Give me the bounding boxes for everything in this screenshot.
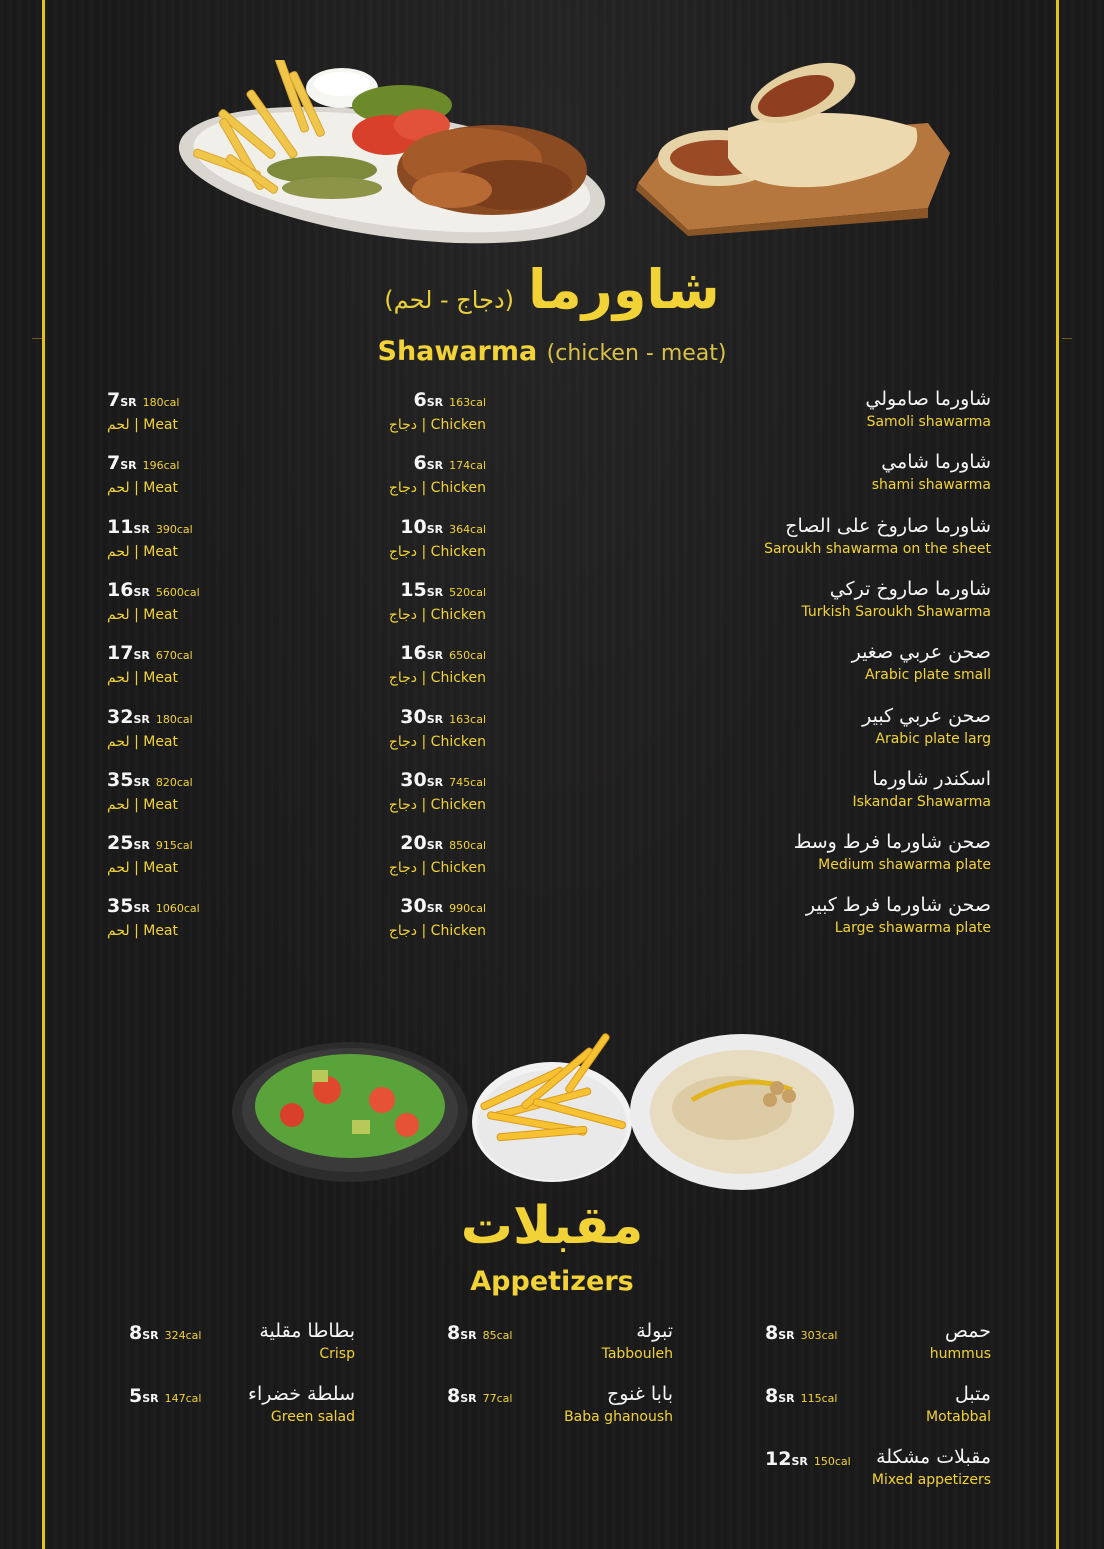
currency: SR <box>460 1392 477 1405</box>
appetizers-image <box>232 1030 857 1190</box>
chicken-calories: 650cal <box>449 649 486 663</box>
shawarma-title-ar-main: شاورما <box>528 258 720 321</box>
meat-price: 35 <box>107 768 134 791</box>
currency: SR <box>426 712 444 726</box>
appetizer-calories: 303cal <box>800 1329 838 1342</box>
currency: SR <box>133 649 150 663</box>
meat-calories: 180cal <box>155 712 193 726</box>
currency: SR <box>460 1329 477 1342</box>
chicken-price: 30 <box>400 768 427 791</box>
meat-price-line <box>107 641 193 668</box>
shawarma-item <box>0 894 1104 954</box>
appetizer-name-ar: متبل <box>954 1383 991 1405</box>
meat-price-block <box>107 451 179 498</box>
item-name-ar: صحن عربي صغير <box>851 641 991 664</box>
item-name-en: Large shawarma plate <box>834 920 991 937</box>
chicken-price-block <box>389 705 486 752</box>
currency: SR <box>426 902 444 916</box>
currency: SR <box>120 459 137 473</box>
meat-price-line <box>107 894 200 921</box>
chicken-price: 6 <box>413 452 427 475</box>
chicken-price-line <box>389 705 486 732</box>
appetizer-name-en: Tabbouleh <box>601 1346 673 1362</box>
meat-label: لحم | Meat <box>107 480 179 497</box>
appetizer-price-line <box>129 1322 201 1344</box>
appetizer-item <box>447 1383 673 1439</box>
chicken-price-block <box>389 894 486 941</box>
appetizer-price-line <box>447 1385 512 1407</box>
meat-price: 25 <box>107 832 134 855</box>
meat-label: لحم | Meat <box>107 543 179 560</box>
chicken-price-block <box>389 641 486 688</box>
item-name-en: Saroukh shawarma on the sheet <box>764 540 991 557</box>
currency: SR <box>120 396 137 409</box>
meat-label: لحم | Meat <box>107 733 179 750</box>
item-name-en: Turkish Saroukh Shawarma <box>801 603 991 620</box>
chicken-price-line <box>389 451 486 478</box>
meat-price-block <box>107 578 200 625</box>
chicken-calories: 745cal <box>449 775 486 789</box>
meat-calories: 390cal <box>155 522 193 536</box>
meat-price: 16 <box>107 578 134 601</box>
meat-price-line <box>107 388 179 415</box>
meat-price-line <box>107 831 193 858</box>
currency: SR <box>133 522 150 536</box>
meat-price-block <box>107 388 179 435</box>
chicken-label: دجاج | Chicken <box>388 796 486 813</box>
appetizer-name-en: hummus <box>929 1346 991 1362</box>
shawarma-item <box>0 641 1104 701</box>
meat-calories: 5600cal <box>155 585 200 599</box>
chicken-calories: 174cal <box>449 459 486 473</box>
item-name-ar: صحن شاورما فرط كبير <box>805 894 991 917</box>
item-name-en: Samoli shawarma <box>866 414 991 430</box>
shawarma-item <box>0 768 1104 828</box>
chicken-calories: 850cal <box>449 839 486 853</box>
currency: SR <box>426 649 444 663</box>
chicken-price-block <box>389 451 486 498</box>
shawarma-platter-image <box>172 60 612 250</box>
shawarma-title-ar-sub: (دجاج - لحم) <box>384 286 515 314</box>
appetizer-price: 8 <box>129 1322 143 1344</box>
appetizer-name-ar: بابا غنوج <box>607 1383 673 1405</box>
chicken-price-line <box>389 388 486 415</box>
currency: SR <box>133 585 150 599</box>
shawarma-title-en-sub: (chicken - meat) <box>546 341 727 366</box>
chicken-label: دجاج | Chicken <box>388 543 486 560</box>
meat-price-line <box>107 768 193 795</box>
appetizer-name-en: Baba ghanoush <box>564 1409 673 1425</box>
chicken-price: 20 <box>400 832 427 855</box>
appetizer-calories: 147cal <box>164 1392 202 1405</box>
appetizer-item <box>129 1320 355 1376</box>
meat-price-block <box>107 894 200 941</box>
meat-label: لحم | Meat <box>107 923 179 940</box>
meat-price-line <box>107 705 193 732</box>
chicken-label: دجاج | Chicken <box>388 923 486 940</box>
appetizer-item <box>765 1320 991 1376</box>
appetizer-calories: 150cal <box>813 1455 851 1468</box>
currency: SR <box>133 902 150 916</box>
shawarma-title-en-main: Shawarma <box>377 336 538 367</box>
item-name-en: Iskandar Shawarma <box>852 793 991 810</box>
currency: SR <box>791 1455 808 1468</box>
chicken-price-block <box>389 578 486 625</box>
chicken-label: دجاج | Chicken <box>388 417 486 433</box>
chicken-price-line <box>389 578 486 605</box>
appetizers-title-en: Appetizers <box>470 1266 634 1297</box>
chicken-price: 16 <box>400 642 427 665</box>
currency: SR <box>133 712 150 726</box>
currency: SR <box>778 1392 795 1405</box>
appetizer-price: 12 <box>765 1448 792 1470</box>
meat-price: 11 <box>107 515 134 538</box>
shawarma-item <box>0 831 1104 891</box>
item-name-ar: شاورما صاروخ على الصاج <box>785 514 991 537</box>
shawarma-item <box>0 515 1104 575</box>
meat-price-block <box>107 515 193 562</box>
appetizer-name-ar: تبولة <box>636 1320 673 1342</box>
appetizer-name-ar: حمص <box>944 1320 991 1342</box>
meat-label: لحم | Meat <box>107 860 179 877</box>
shawarma-wrap-image <box>628 58 954 238</box>
meat-calories: 820cal <box>155 775 193 789</box>
meat-price-line <box>107 515 193 542</box>
appetizer-price: 8 <box>447 1322 461 1344</box>
chicken-price-block <box>389 768 486 815</box>
appetizer-price: 8 <box>447 1385 461 1407</box>
appetizer-item <box>447 1320 673 1376</box>
currency: SR <box>426 775 444 789</box>
item-name-en: Arabic plate larg <box>875 730 991 747</box>
meat-calories: 915cal <box>155 839 193 853</box>
meat-calories: 180cal <box>142 396 180 409</box>
meat-price-block <box>107 768 193 815</box>
meat-calories: 196cal <box>142 459 180 473</box>
currency: SR <box>133 775 150 789</box>
chicken-label: دجاج | Chicken <box>388 606 486 623</box>
appetizers-title-ar: مقبلات <box>460 1196 644 1256</box>
appetizer-price-line <box>765 1322 837 1344</box>
appetizer-name-en: Green salad <box>270 1409 355 1425</box>
currency: SR <box>778 1329 795 1342</box>
appetizer-name-en: Mixed appetizers <box>871 1472 991 1488</box>
meat-label: لحم | Meat <box>107 670 179 687</box>
meat-label: لحم | Meat <box>107 417 179 433</box>
meat-calories: 1060cal <box>155 902 200 916</box>
chicken-price-line <box>389 641 486 668</box>
meat-price: 35 <box>107 895 134 918</box>
chicken-price: 15 <box>400 578 427 601</box>
shawarma-title-ar <box>0 258 1104 321</box>
chicken-calories: 163cal <box>449 712 486 726</box>
chicken-price-line <box>389 768 486 795</box>
appetizer-name-en: Motabbal <box>926 1409 991 1425</box>
appetizer-item <box>765 1446 991 1502</box>
currency: SR <box>426 396 444 409</box>
meat-calories: 670cal <box>155 649 193 663</box>
item-name-ar: اسكندر شاورما <box>872 767 991 790</box>
chicken-price: 30 <box>400 895 427 918</box>
currency: SR <box>142 1329 159 1342</box>
currency: SR <box>426 522 444 536</box>
chicken-price-block <box>389 388 486 435</box>
meat-price: 7 <box>107 452 121 475</box>
appetizer-calories: 115cal <box>800 1392 838 1405</box>
item-name-ar: صحن شاورما فرط وسط <box>793 831 991 854</box>
chicken-label: دجاج | Chicken <box>388 733 486 750</box>
chicken-label: دجاج | Chicken <box>388 480 486 497</box>
currency: SR <box>426 585 444 599</box>
meat-price: 17 <box>107 642 134 665</box>
meat-price: 32 <box>107 705 134 728</box>
item-name-ar: شاورما صاروخ تركي <box>829 577 991 600</box>
item-name-ar: شاورما صامولي <box>865 388 991 410</box>
currency: SR <box>426 459 444 473</box>
appetizer-price: 8 <box>765 1385 779 1407</box>
chicken-price: 30 <box>400 705 427 728</box>
appetizer-calories: 77cal <box>482 1392 513 1405</box>
meat-price-block <box>107 641 193 688</box>
shawarma-item <box>0 578 1104 638</box>
meat-price-line <box>107 451 179 478</box>
appetizer-price-line <box>765 1385 837 1407</box>
chicken-price-block <box>389 515 486 562</box>
meat-label: لحم | Meat <box>107 796 179 813</box>
chicken-price-block <box>389 831 486 878</box>
appetizer-item <box>129 1383 355 1439</box>
appetizer-name-ar: سلطة خضراء <box>248 1383 355 1405</box>
currency: SR <box>133 839 150 853</box>
meat-label: لحم | Meat <box>107 606 179 623</box>
appetizer-name-ar: بطاطا مقلية <box>259 1320 355 1342</box>
appetizer-price-line <box>447 1322 512 1344</box>
meat-price-line <box>107 578 200 605</box>
chicken-calories: 163cal <box>449 396 486 409</box>
shawarma-title-en <box>0 336 1104 367</box>
item-name-ar: صحن عربي كبير <box>862 704 991 727</box>
item-name-ar: شاورما شامي <box>881 451 991 474</box>
appetizer-calories: 85cal <box>482 1329 513 1342</box>
chicken-price-line <box>389 515 486 542</box>
appetizer-price: 8 <box>765 1322 779 1344</box>
chicken-price-line <box>389 894 486 921</box>
appetizer-name-ar: مقبلات مشكلة <box>876 1446 991 1468</box>
meat-price: 7 <box>107 389 121 411</box>
currency: SR <box>426 839 444 853</box>
meat-price-block <box>107 705 193 752</box>
chicken-label: دجاج | Chicken <box>388 670 486 687</box>
currency: SR <box>142 1392 159 1405</box>
meat-price-block <box>107 831 193 878</box>
chicken-label: دجاج | Chicken <box>388 860 486 877</box>
shawarma-item <box>0 451 1104 511</box>
shawarma-item <box>0 388 1104 448</box>
chicken-calories: 364cal <box>449 522 486 536</box>
item-name-en: Arabic plate small <box>864 667 991 684</box>
chicken-price-line <box>389 831 486 858</box>
chicken-calories: 520cal <box>449 585 486 599</box>
appetizer-price-line <box>765 1448 851 1470</box>
chicken-price: 6 <box>413 389 427 411</box>
shawarma-item <box>0 705 1104 765</box>
appetizer-item <box>765 1383 991 1439</box>
item-name-en: shami shawarma <box>871 477 991 494</box>
appetizer-name-en: Crisp <box>319 1346 355 1362</box>
appetizer-price-line <box>129 1385 201 1407</box>
appetizer-calories: 324cal <box>164 1329 202 1342</box>
chicken-price: 10 <box>400 515 427 538</box>
chicken-calories: 990cal <box>449 902 486 916</box>
item-name-en: Medium shawarma plate <box>818 857 991 874</box>
appetizer-price: 5 <box>129 1385 143 1407</box>
